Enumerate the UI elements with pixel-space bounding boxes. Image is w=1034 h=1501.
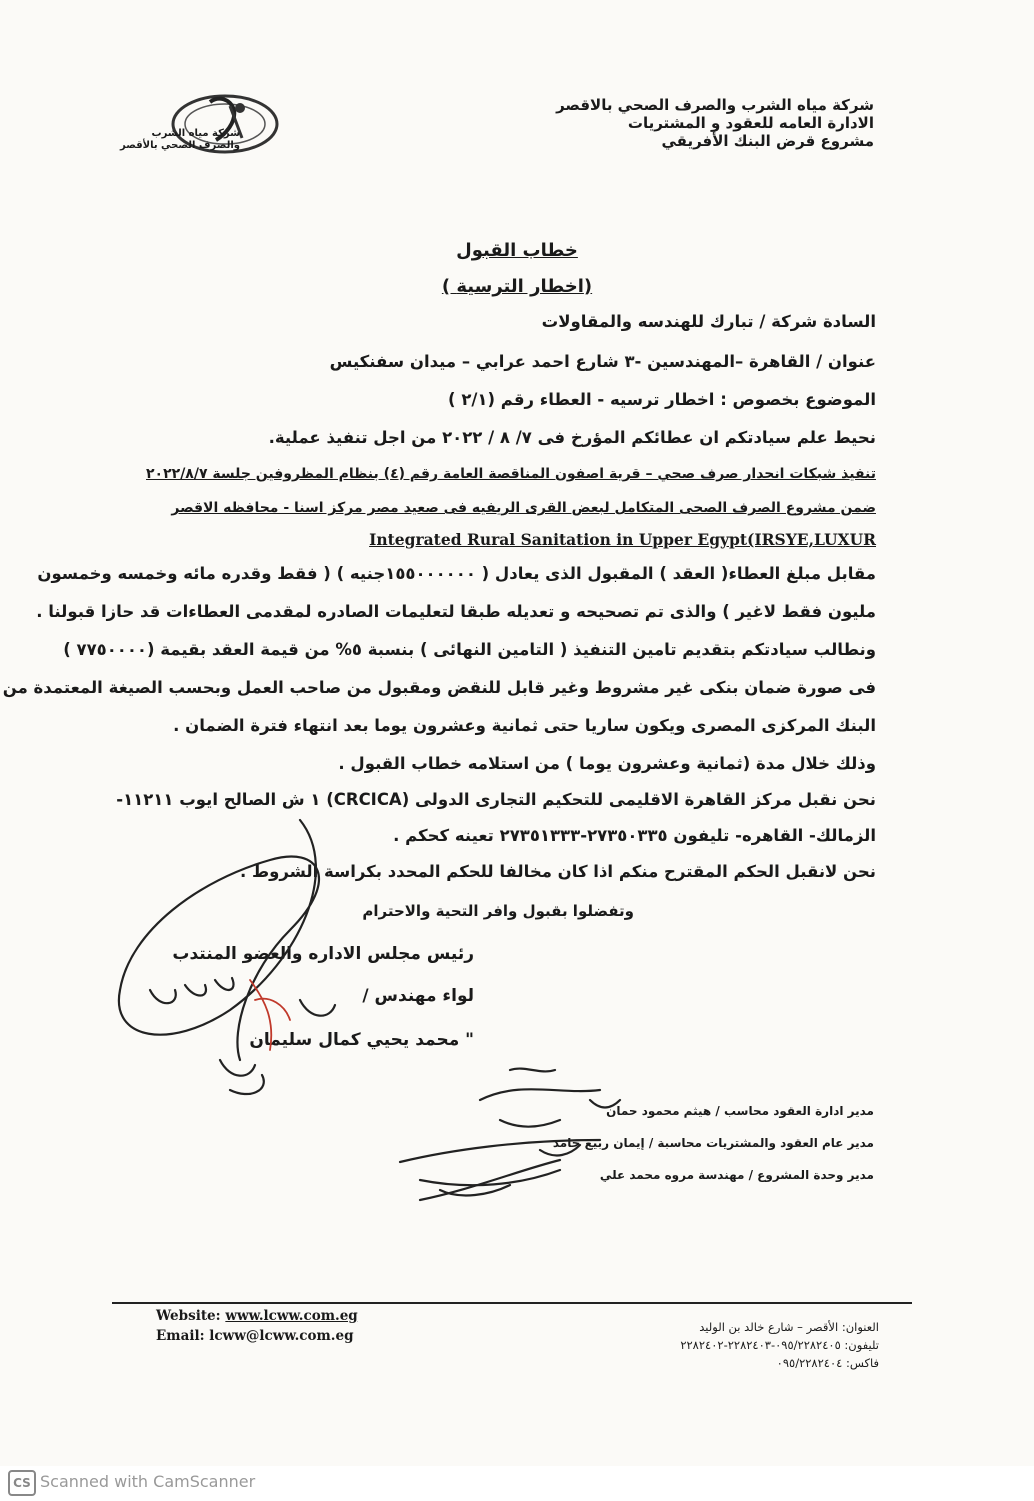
paragraph-line-6: وذلك خلال مدة (ثمانية وعشرون يوما ) من استلامه خطاب القبول . — [338, 754, 876, 773]
recipient-line: السادة شركة / تبارك للهندسه والمقاولات — [541, 312, 876, 331]
paragraph-line-9: نحن لانقبل الحكم المقترح منكم اذا كان مخالفا للحكم المحدد بكراسة الشروط . — [239, 862, 876, 881]
logo-text-2: والصرف الصحي بالأقصر — [120, 140, 240, 151]
closing-line: وتفضلوا بقبول وافر التحية والاحترام — [362, 902, 634, 920]
address-line: عنوان / القاهرة –المهندسين -٣ شارع احمد عرابي – ميدان سفنكيس — [329, 352, 876, 371]
letter-title: خطاب القبول — [456, 240, 578, 261]
signatory-rank: لواء مهندس / — [362, 986, 474, 1006]
email-link[interactable]: lcww@lcww.com.eg — [209, 1328, 354, 1344]
paragraph-line-8: الزمالك- القاهره- تليفون ٢٧٣٥٠٣٣٥-٢٧٣٥١٣٣٣ تعينه كحكم . — [393, 826, 876, 845]
email-line — [156, 1328, 354, 1344]
manager-line-2: مدير عام العقود والمشتريات محاسبة / إيمان ربيع حامد — [552, 1136, 874, 1150]
paragraph-line-2: مليون فقط لاغير ) والذى تم تصحيحه و تعديله طبقا لتعليمات الصادره لمقدمى العطاءات قد حازا قبولنا . — [36, 602, 876, 621]
project-english-title: Integrated Rural Sanitation in Upper Egypt(IRSYE,LUXUR — [369, 530, 876, 549]
footer-phone: تليفون: ٠٩٥/٢٢٨٢٤٠٥-٢٢٨٢٤٠٣-٢٢٨٢٤٠٢ — [680, 1338, 879, 1352]
footer-divider — [112, 1302, 912, 1304]
email-label: Email: — [156, 1328, 205, 1344]
scope-line-1: تنفيذ شبكات انحدار صرف صحي – قرية اصفون المناقصة العامة رقم (٤) بنظام المظروفين جلسة ٢٠٢٢/٨/٧ — [146, 466, 876, 482]
chairman-signature — [119, 820, 319, 1060]
paragraph-line-4: فى صورة ضمان بنكى غير مشروط وغير قابل للنقض ومقبول من صاحب العمل وبحسب الصيغة المعتمدة من — [2, 678, 876, 697]
paragraph-line-3: ونطالب سيادتكم بتقديم تامين التنفيذ ( التامين النهائى ) بنسبة ٥% من قيمة العقد بقيمة (٧٧٥٠٠٠٠ ) — [63, 640, 876, 659]
manager-signature-3 — [420, 1160, 560, 1200]
footer-address: العنوان: الأقصر – شارع خالد بن الوليد — [699, 1320, 879, 1334]
company-name: شركة مياه الشرب والصرف الصحي بالاقصر — [556, 96, 874, 114]
paragraph-line-7: نحن نقبل مركز القاهرة الاقليمى للتحكيم التجارى الدولى (CRCICA) ١ ش الصالح ايوب ١١٢١١- — [116, 790, 876, 809]
department-name: الادارة العامه للعقود و المشتريات — [627, 114, 874, 132]
letter-subtitle: ( اخطار الترسية) — [441, 276, 593, 297]
manager-line-1: مدير ادارة العقود محاسب / هيثم محمود حمان — [606, 1104, 874, 1118]
paragraph-line-1: مقابل مبلغ العطاء( العقد ) المقبول الذى يعادل ( ١٥٥٠٠٠٠٠٠جنيه ) ( فقط وقدره مائه وخمسه وخمسون — [37, 564, 876, 583]
logo-text-1: شركة مياه الشرب — [151, 128, 240, 139]
project-name: مشروع قرض البنك الأفريقي — [661, 132, 874, 150]
signatory-role: رئيس مجلس الاداره والعضو المنتدب — [172, 944, 474, 964]
scope-line-2: ضمن مشروع الصرف الصحى المتكامل لبعض القرى الريفيه فى صعيد مصر مركز اسنا - محافظه الاقصر — [171, 500, 876, 516]
website-link[interactable]: www.lcww.com.eg — [225, 1308, 358, 1324]
subject-line: الموضوع بخصوص : اخطار ترسيه - العطاء رقم (٢/١ ) — [448, 390, 876, 409]
website-line — [156, 1308, 358, 1324]
paragraph-line-5: البنك المركزى المصرى ويكون ساريا حتى ثمانية وعشرون يوما بعد انتهاء فترة الضمان . — [173, 716, 876, 735]
camscanner-label: Scanned with CamScanner — [40, 1472, 256, 1491]
website-label: Website: — [156, 1308, 221, 1324]
signatory-name: " محمد يحيي كمال سليمان — [249, 1030, 474, 1050]
footer-fax: فاكس: ٠٩٥/٢٢٨٢٤٠٤ — [776, 1356, 879, 1370]
camscanner-logo-icon: CS — [8, 1470, 36, 1496]
red-signature-mark — [250, 980, 290, 1050]
manager-signature-1 — [480, 1069, 620, 1108]
intro-line: نحيط علم سيادتكم ان عطائكم المؤرخ فى ٧/ ٨ / ٢٠٢٢ من اجل تنفيذ عملية. — [268, 428, 876, 447]
manager-line-3: مدير وحدة المشروع / مهندسة مروه محمد علي — [599, 1168, 874, 1182]
